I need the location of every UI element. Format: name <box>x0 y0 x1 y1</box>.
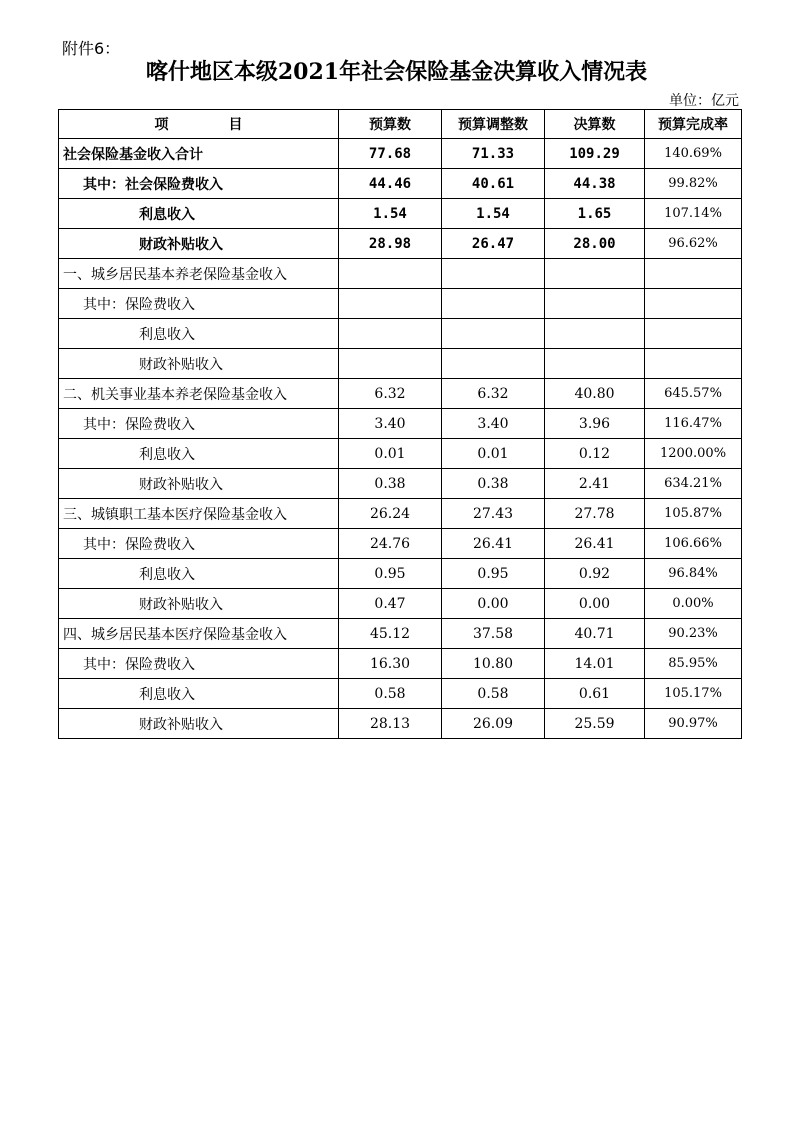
row-label: 财政补贴收入 <box>59 709 339 739</box>
cell-budget: 28.98 <box>339 229 442 259</box>
cell-rate: 107.14% <box>645 199 742 229</box>
cell-rate: 96.62% <box>645 229 742 259</box>
cell-final <box>545 349 645 379</box>
table-row <box>59 229 742 259</box>
cell-adjusted: 37.58 <box>442 619 545 649</box>
cell-final: 109.29 <box>545 139 645 169</box>
row-label: 三、城镇职工基本医疗保险基金收入 <box>59 499 339 529</box>
cell-final: 40.80 <box>545 379 645 409</box>
table-row <box>59 319 742 349</box>
cell-budget: 44.46 <box>339 169 442 199</box>
row-label: 二、机关事业基本养老保险基金收入 <box>59 379 339 409</box>
cell-adjusted: 40.61 <box>442 169 545 199</box>
cell-budget: 0.01 <box>339 439 442 469</box>
cell-budget: 0.95 <box>339 559 442 589</box>
cell-adjusted: 71.33 <box>442 139 545 169</box>
row-label: 利息收入 <box>59 319 339 349</box>
table-row <box>59 589 742 619</box>
cell-budget: 16.30 <box>339 649 442 679</box>
cell-budget: 3.40 <box>339 409 442 439</box>
row-label: 其中：保险费收入 <box>59 649 339 679</box>
table-row <box>59 259 742 289</box>
cell-final: 0.12 <box>545 439 645 469</box>
cell-budget: 6.32 <box>339 379 442 409</box>
attachment-label: 附件6： <box>62 39 121 58</box>
cell-adjusted <box>442 259 545 289</box>
cell-budget: 0.38 <box>339 469 442 499</box>
cell-adjusted: 0.01 <box>442 439 545 469</box>
cell-rate: 0.00% <box>645 589 742 619</box>
cell-rate: 116.47% <box>645 409 742 439</box>
cell-adjusted <box>442 319 545 349</box>
cell-adjusted: 1.54 <box>442 199 545 229</box>
cell-budget <box>339 259 442 289</box>
row-label: 其中：保险费收入 <box>59 529 339 559</box>
table-row <box>59 679 742 709</box>
table-header-row <box>59 110 742 139</box>
row-label: 利息收入 <box>59 679 339 709</box>
header-adjusted: 预算调整数 <box>442 110 545 139</box>
cell-adjusted: 0.38 <box>442 469 545 499</box>
cell-final: 26.41 <box>545 529 645 559</box>
table-row <box>59 559 742 589</box>
cell-final: 44.38 <box>545 169 645 199</box>
cell-budget: 1.54 <box>339 199 442 229</box>
cell-rate: 105.87% <box>645 499 742 529</box>
cell-adjusted <box>442 289 545 319</box>
row-label: 其中：保险费收入 <box>59 289 339 319</box>
row-label: 社会保险基金收入合计 <box>59 139 339 169</box>
cell-rate: 90.23% <box>645 619 742 649</box>
cell-budget <box>339 319 442 349</box>
header-budget: 预算数 <box>339 110 442 139</box>
cell-final: 0.61 <box>545 679 645 709</box>
row-label: 其中：社会保险费收入 <box>59 169 339 199</box>
cell-adjusted: 26.09 <box>442 709 545 739</box>
cell-final: 0.92 <box>545 559 645 589</box>
cell-adjusted: 26.41 <box>442 529 545 559</box>
cell-rate: 140.69% <box>645 139 742 169</box>
cell-final <box>545 319 645 349</box>
row-label: 财政补贴收入 <box>59 229 339 259</box>
table-row <box>59 439 742 469</box>
cell-rate <box>645 349 742 379</box>
cell-final: 14.01 <box>545 649 645 679</box>
cell-final <box>545 289 645 319</box>
cell-rate: 106.66% <box>645 529 742 559</box>
cell-adjusted: 0.95 <box>442 559 545 589</box>
row-label: 财政补贴收入 <box>59 469 339 499</box>
cell-rate: 99.82% <box>645 169 742 199</box>
table-row <box>59 409 742 439</box>
cell-budget <box>339 349 442 379</box>
cell-adjusted: 6.32 <box>442 379 545 409</box>
cell-final <box>545 259 645 289</box>
cell-adjusted <box>442 349 545 379</box>
row-label: 其中：保险费收入 <box>59 409 339 439</box>
cell-final: 2.41 <box>545 469 645 499</box>
cell-rate: 645.57% <box>645 379 742 409</box>
row-label: 四、城乡居民基本医疗保险基金收入 <box>59 619 339 649</box>
cell-rate: 90.97% <box>645 709 742 739</box>
table-row <box>59 199 742 229</box>
cell-budget: 26.24 <box>339 499 442 529</box>
cell-final: 3.96 <box>545 409 645 439</box>
table-row <box>59 139 742 169</box>
cell-budget: 45.12 <box>339 619 442 649</box>
table-row <box>59 169 742 199</box>
revenue-table <box>58 109 742 739</box>
unit-label: 单位：亿元 <box>669 93 739 109</box>
table-row <box>59 499 742 529</box>
cell-adjusted: 10.80 <box>442 649 545 679</box>
row-label: 利息收入 <box>59 439 339 469</box>
cell-final: 40.71 <box>545 619 645 649</box>
cell-rate: 634.21% <box>645 469 742 499</box>
cell-budget: 0.58 <box>339 679 442 709</box>
table-row <box>59 469 742 499</box>
cell-budget: 28.13 <box>339 709 442 739</box>
header-final: 决算数 <box>545 110 645 139</box>
table-row <box>59 619 742 649</box>
cell-budget <box>339 289 442 319</box>
table-row <box>59 649 742 679</box>
header-completion: 预算完成率 <box>645 110 742 139</box>
cell-rate <box>645 289 742 319</box>
cell-adjusted: 26.47 <box>442 229 545 259</box>
cell-final: 25.59 <box>545 709 645 739</box>
table-row <box>59 349 742 379</box>
cell-rate: 105.17% <box>645 679 742 709</box>
table-row <box>59 289 742 319</box>
table-row <box>59 379 742 409</box>
row-label: 利息收入 <box>59 559 339 589</box>
cell-rate <box>645 259 742 289</box>
row-label: 财政补贴收入 <box>59 589 339 619</box>
cell-rate: 96.84% <box>645 559 742 589</box>
cell-rate <box>645 319 742 349</box>
row-label: 一、城乡居民基本养老保险基金收入 <box>59 259 339 289</box>
page-title: 喀什地区本级2021年社会保险基金决算收入情况表 <box>145 59 648 85</box>
cell-adjusted: 0.58 <box>442 679 545 709</box>
table-row <box>59 709 742 739</box>
cell-budget: 77.68 <box>339 139 442 169</box>
header-item: 项 目 <box>59 110 339 139</box>
cell-adjusted: 27.43 <box>442 499 545 529</box>
row-label: 财政补贴收入 <box>59 349 339 379</box>
cell-budget: 0.47 <box>339 589 442 619</box>
cell-final: 27.78 <box>545 499 645 529</box>
cell-adjusted: 3.40 <box>442 409 545 439</box>
cell-budget: 24.76 <box>339 529 442 559</box>
cell-adjusted: 0.00 <box>442 589 545 619</box>
cell-rate: 1200.00% <box>645 439 742 469</box>
cell-final: 0.00 <box>545 589 645 619</box>
table-row <box>59 529 742 559</box>
cell-rate: 85.95% <box>645 649 742 679</box>
row-label: 利息收入 <box>59 199 339 229</box>
cell-final: 28.00 <box>545 229 645 259</box>
cell-final: 1.65 <box>545 199 645 229</box>
